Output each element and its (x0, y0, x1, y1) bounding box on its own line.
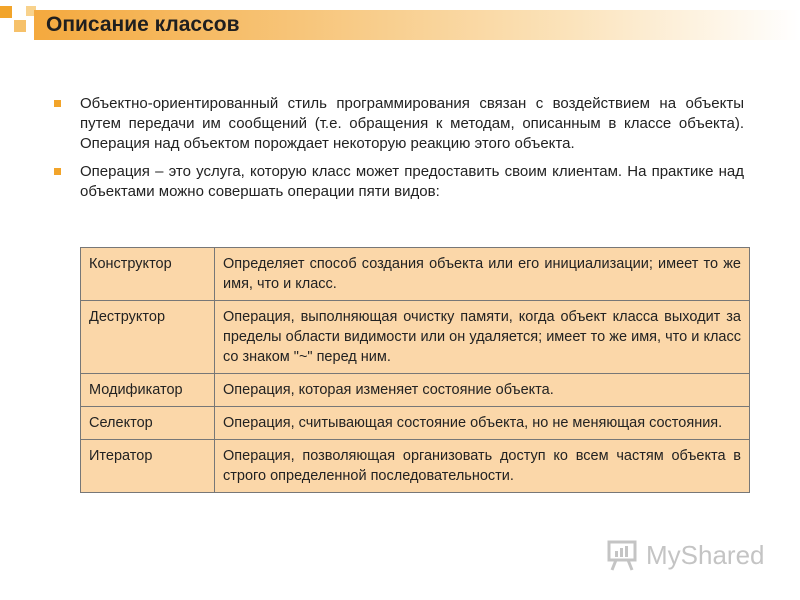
operation-description: Операция, считывающая состояние объекта, но не меняющая состояния. (215, 407, 750, 440)
operation-description: Определяет способ создания объекта или его инициализации; имеет то же имя, что и класс. (215, 248, 750, 301)
watermark (606, 536, 786, 576)
operation-term: Модификатор (81, 374, 215, 407)
operation-description: Операция, которая изменяет состояние объекта. (215, 374, 750, 407)
bullet-square-icon (54, 168, 61, 175)
operation-term: Итератор (81, 440, 215, 493)
operation-term: Деструктор (81, 301, 215, 374)
operation-description: Операция, выполняющая очистку памяти, когда объект класса выходит за пределы области видимости или он удаляется; имеет то же имя, что и класс со знаком "~" перед ним. (215, 301, 750, 374)
table-row (81, 248, 750, 301)
operation-term: Селектор (81, 407, 215, 440)
table-row (81, 374, 750, 407)
bullet-square-icon (54, 100, 61, 107)
operation-term: Конструктор (81, 248, 215, 301)
table-row (81, 407, 750, 440)
title-decor-square (0, 6, 12, 18)
bullet-list (54, 94, 744, 210)
bullet-text: Объектно-ориентированный стиль программирования связан с воздействием на объекты путем передачи им сообщений (т.е. обращения к методам, описанным в классе объекта). Операция над объектом порождает некоторую реакцию этого объекта. (80, 95, 744, 152)
bullet-item (54, 162, 744, 202)
bullet-text: Операция – это услуга, которую класс может предоставить своим клиентам. На практике над объектами можно совершать операции пяти видов: (80, 163, 744, 200)
watermark-text: MyShared (646, 540, 765, 570)
operation-description: Операция, позволяющая организовать доступ ко всем частям объекта в строго определенной последовательности. (215, 440, 750, 493)
title-decor-square (14, 20, 26, 32)
table-row (81, 440, 750, 493)
presentation-board-icon (606, 538, 640, 572)
operations-table (80, 247, 750, 493)
title-bar (0, 6, 800, 42)
bullet-item (54, 94, 744, 154)
table-row (81, 301, 750, 374)
page-title: Описание классов (46, 13, 240, 36)
